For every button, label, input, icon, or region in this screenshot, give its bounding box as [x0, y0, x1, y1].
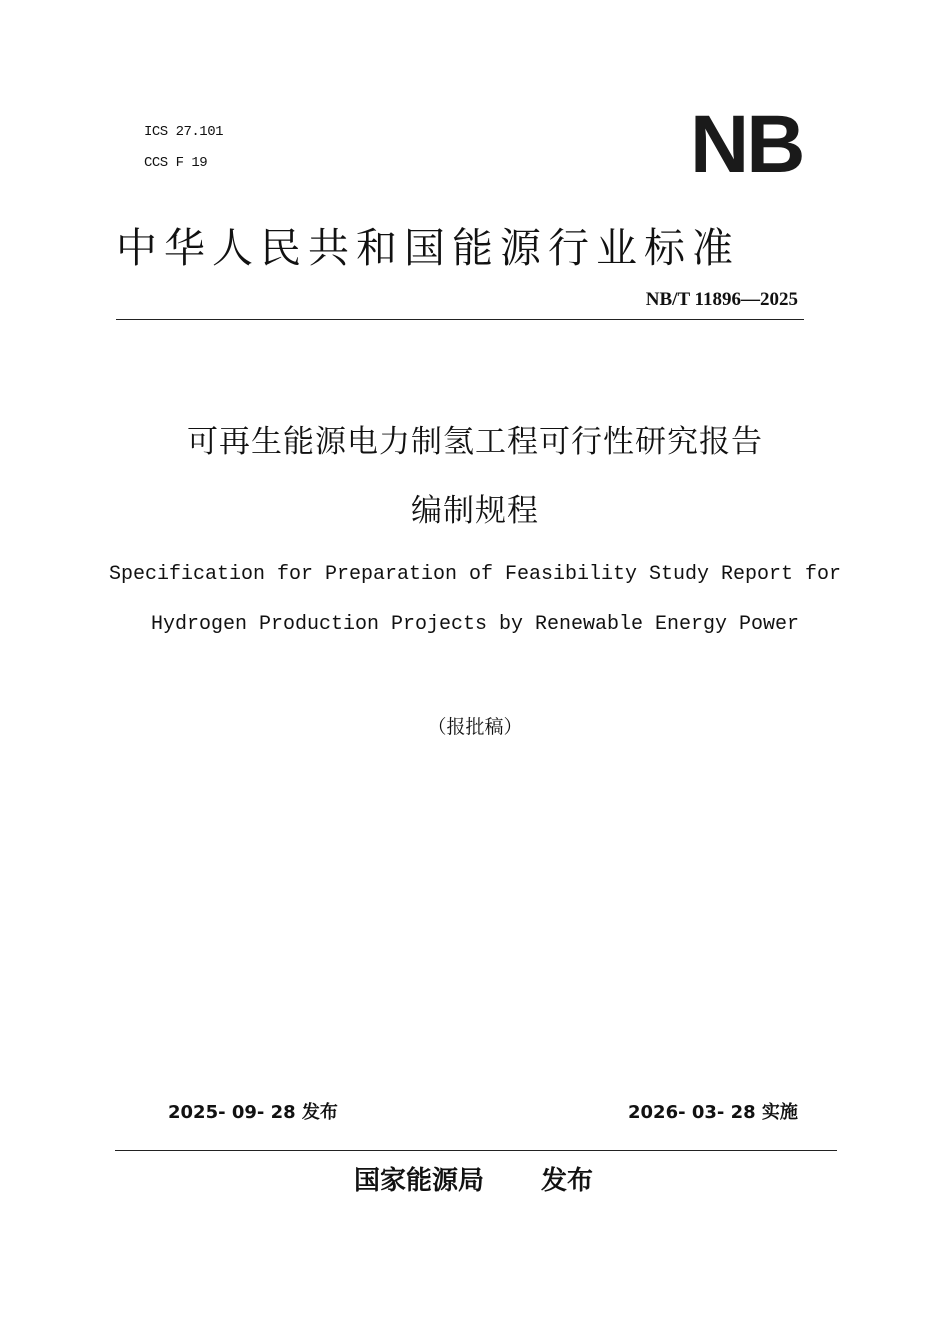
bottom-divider	[115, 1150, 837, 1151]
ics-code: ICS 27.101	[144, 124, 224, 140]
implementation-date: 2026- 03- 28 实施	[628, 1102, 798, 1123]
top-divider	[116, 319, 804, 320]
publish-label: 发布	[541, 1166, 594, 1196]
release-date: 2025- 09- 28 发布	[168, 1102, 338, 1123]
publisher-name: 国家能源局	[354, 1166, 485, 1196]
standard-code: NB/T 11896—2025	[645, 289, 798, 310]
title-en-line1: Specification for Preparation of Feasibility Study Report for	[108, 563, 842, 586]
title-cn-line1: 可再生能源电力制氢工程可行性研究报告	[187, 424, 763, 460]
title-en-line2: Hydrogen Production Projects by Renewable Energy Power	[150, 613, 800, 636]
nb-logo: NB	[690, 99, 803, 190]
title-cn-line2: 编制规程	[411, 493, 539, 529]
draft-note: （报批稿）	[427, 716, 523, 738]
org-title: 中华人民共和国能源行业标准	[116, 224, 740, 272]
ccs-code: CCS F 19	[144, 155, 208, 171]
